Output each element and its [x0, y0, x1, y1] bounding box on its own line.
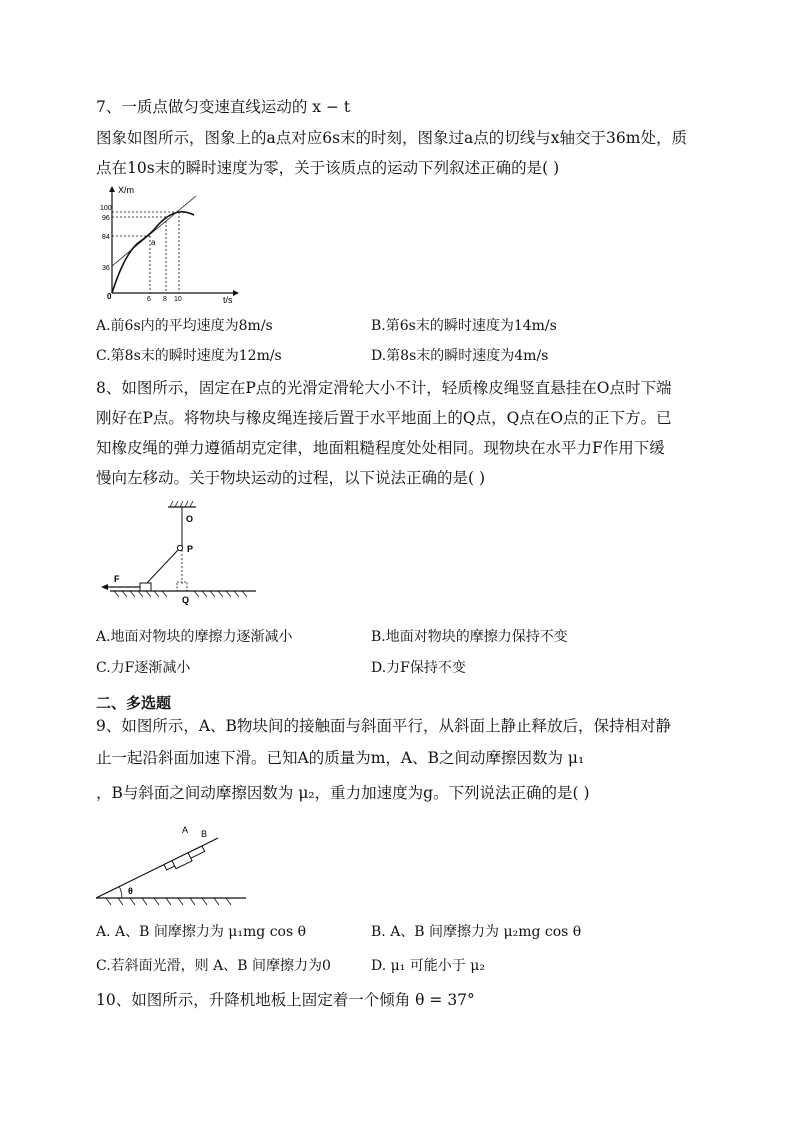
q8-stem-line-2: 刚好在P点。将物块与橡皮绳连接后置于水平地面上的Q点，Q点在O点的正下方。已	[96, 409, 672, 427]
q9-stem-line-1: 9、如图所示，A、B物块间的接触面与斜面平行，从斜面上静止释放后，保持相对静	[96, 717, 671, 735]
section-title: 二、多选题	[96, 694, 172, 712]
rubber-cord-slant	[146, 550, 178, 584]
label-a: A	[182, 825, 189, 835]
q7-stem-line-1: 7、一质点做匀变速直线运动的 x − t	[96, 98, 351, 116]
q8-stem-line-4: 慢向左移动。关于物块运动的过程，以下说法正确的是( )	[96, 469, 486, 487]
tangent-line	[112, 196, 196, 266]
q8-option-d[interactable]: D.力F保持不变	[371, 660, 466, 676]
q7-option-b[interactable]: B.第6s末的瞬时速度为14m/s	[371, 318, 557, 334]
q7-option-a[interactable]: A.前6s内的平均速度为8m/s	[96, 318, 273, 334]
pulley	[177, 545, 182, 550]
label-p: P	[187, 544, 194, 554]
y-tick-100: 100	[100, 205, 112, 212]
xt-curve	[112, 212, 194, 293]
y-axis-label: X/m	[118, 185, 135, 195]
q9-option-d[interactable]: D. μ₁ 可能小于 μ₂	[371, 958, 485, 974]
origin-label: 0	[107, 292, 112, 301]
x-tick-8: 8	[163, 296, 167, 303]
label-f: F	[114, 574, 120, 584]
q9-stem-line-2: 止一起沿斜面加速下滑。已知A的质量为m，A、B之间动摩擦因数为 μ₁	[96, 749, 585, 767]
q7-option-d[interactable]: D.第8s末的瞬时速度为4m/s	[371, 348, 549, 364]
q8-stem-line-1: 8、如图所示，固定在P点的光滑定滑轮大小不计，轻质橡皮绳竖直悬挂在O点时下端	[96, 379, 672, 397]
q9-option-b[interactable]: B. A、B 间摩擦力为 μ₂mg cos θ	[371, 924, 582, 940]
point-a-label: a	[151, 238, 156, 247]
label-b: B	[201, 829, 208, 839]
angle-arc	[119, 887, 122, 898]
x-tick-6: 6	[147, 296, 151, 303]
q7-xt-graph	[96, 183, 246, 308]
q9-option-a[interactable]: A. A、B 间摩擦力为 μ₁mg cos θ	[96, 924, 307, 940]
q9-option-c[interactable]: C.若斜面光滑，则 A、B 间摩擦力为0	[96, 958, 331, 974]
q8-option-c[interactable]: C.力F逐渐减小	[96, 660, 191, 676]
q8-option-a[interactable]: A.地面对物块的摩擦力逐渐减小	[96, 629, 293, 645]
y-axis-arrow	[109, 186, 115, 192]
y-tick-36: 36	[102, 265, 110, 272]
q7-stem-line-2: 图象如图所示，图象上的a点对应6s末的时刻，图象过a点的切线与x轴交于36m处，质	[96, 129, 687, 147]
block	[140, 583, 151, 591]
label-o: O	[186, 514, 194, 524]
q10-stem-line-1: 10、如图所示，升降机地板上固定着一个倾角 θ = 37°	[96, 991, 475, 1009]
q8-pulley-diagram	[96, 498, 261, 608]
x-tick-10: 10	[174, 296, 182, 303]
x-axis-label: t/s	[223, 295, 233, 305]
q8-stem-line-3: 知橡皮绳的弹力遵循胡克定律，地面粗糙程度处处相同。现物块在水平力F作用下缓	[96, 439, 665, 457]
label-theta: θ	[128, 886, 133, 896]
q8-option-b[interactable]: B.地面对物块的摩擦力保持不变	[371, 629, 568, 645]
y-tick-84: 84	[102, 234, 110, 241]
q9-incline-diagram	[96, 820, 251, 910]
q9-stem-line-3: ，B与斜面之间动摩擦因数为 μ₂，重力加速度为g。下列说法正确的是( )	[96, 784, 590, 802]
x-axis-arrow	[233, 290, 239, 296]
q7-stem-line-3: 点在10s末的瞬时速度为零，关于该质点的运动下列叙述正确的是( )	[96, 159, 560, 177]
label-q: Q	[182, 595, 190, 605]
q7-option-c[interactable]: C.第8s末的瞬时速度为12m/s	[96, 348, 282, 364]
y-tick-96: 96	[102, 215, 110, 222]
